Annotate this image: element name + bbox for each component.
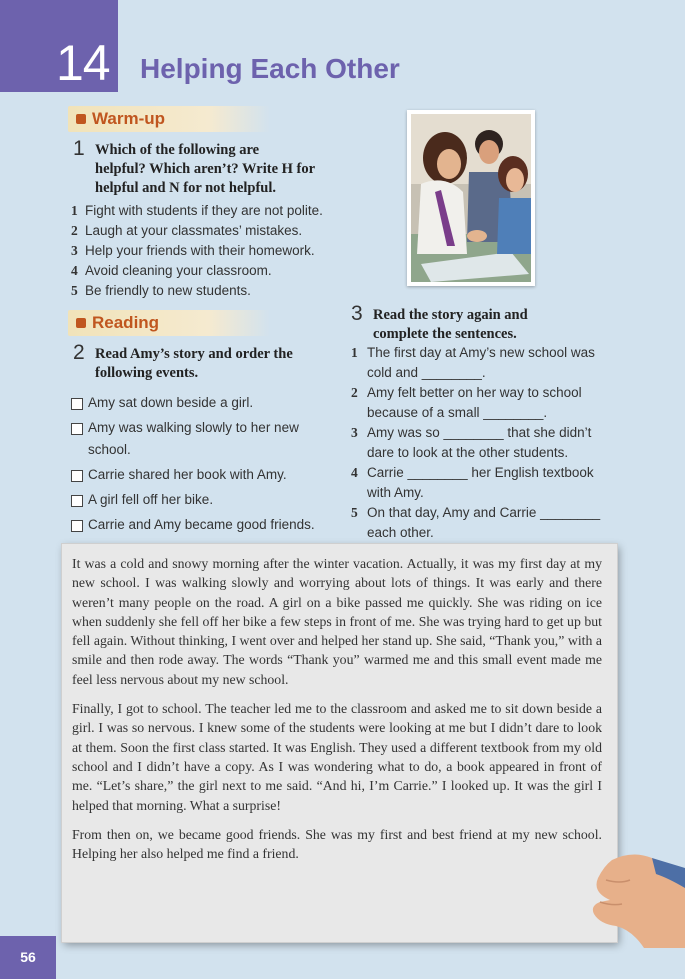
question-line: complete the sentences. [373, 326, 517, 342]
exercise3-list [351, 343, 621, 543]
warmup-heading-text: Warm-up [92, 109, 166, 128]
sentence-item: 5 On that day, Amy and Carrie ________ each other. [351, 505, 601, 540]
story-paragraph: Finally, I got to school. The teacher led me to the classroom and asked me to sit down beside a girl. I was so nervous. I knew some of the students were looking at me but I didn’t dare to look at them. Soon the first class started. It was English. They used a different textbook from my old school and I didn’t have a copy. As I was wondering what to do, a book appeared in front of me. “Let’s share,” the girl next to me said. “And hi, I’m Carrie.” I looked up. It was the girl I helped that morning. What a surprise! [72, 701, 602, 813]
question-line: following events. [95, 365, 199, 381]
section-bullet-icon [76, 318, 86, 328]
list-item: 3 Help your friends with their homework. [71, 243, 315, 258]
reading-heading-text: Reading [92, 313, 160, 332]
story-paragraph: It was a cold and snowy morning after the winter vacation. Actually, it was my first day at my new school. I was walking slowly and worrying about lots of things. It was early and there weren’t many people on the road. A girl on a bike passed me quickly. She was riding on ice when suddenly she fell off her bike a few steps in front of me. She was trying hard to get up but fell again. Without thinking, I went over and helped her stand up. She said, “Thank you,” with a smile and then rode away. The words “Thank you” warmed me and this small event made me feel less nervous about my new school. [72, 556, 602, 687]
event-item-continued: school. [88, 442, 131, 457]
checkbox[interactable] [71, 398, 83, 410]
question-number: 1 [73, 137, 85, 160]
question-line: Which of the following are [95, 142, 260, 158]
sentence-item: 4 Carrie ________ her English textbook with Amy. [351, 465, 594, 500]
story-paragraph: From then on, we became good friends. She was my first and best friend at my new school. Helping her also helped me find a friend. [72, 826, 602, 862]
list-item: 1 Fight with students if they are not polite. [71, 203, 323, 218]
list-item: 4 Avoid cleaning your classroom. [71, 263, 272, 278]
students-photo-illustration [411, 114, 531, 282]
sentence-item: 3 Amy was so ________ that she didn’t dare to look at the other students. [351, 425, 592, 460]
reading-heading [68, 310, 270, 336]
list-item: 2 Laugh at your classmates’ mistakes. [71, 223, 303, 238]
question-2 [73, 341, 353, 383]
event-item: Amy was walking slowly to her new [71, 418, 341, 438]
events-list [71, 393, 341, 540]
warmup-heading [68, 106, 270, 132]
story-paper [62, 544, 617, 942]
hand-illustration [582, 848, 685, 948]
unit-number: 14 [56, 35, 110, 91]
students-photo [407, 110, 535, 286]
question-1 [73, 137, 373, 198]
page-number: 56 [0, 936, 56, 979]
question-line: Read Amy’s story and order the [95, 346, 293, 362]
event-item: Carrie shared her book with Amy. [71, 465, 341, 485]
event-item: A girl fell off her bike. [71, 490, 341, 510]
question-line: helpful? Which aren’t? Write H for [95, 161, 316, 177]
sentence-item: 2 Amy felt better on her way to school because of a small ________. [351, 385, 582, 420]
question-number: 3 [351, 302, 363, 325]
unit-title: Helping Each Other [140, 53, 400, 84]
sentence-item: 1 The first day at Amy’s new school was cold and ________. [351, 345, 595, 380]
warmup-list [71, 201, 371, 301]
event-item: Amy sat down beside a girl. [71, 393, 341, 413]
story-text [72, 554, 602, 873]
question-number: 2 [73, 341, 85, 364]
question-3 [351, 302, 631, 344]
list-item: 5 Be friendly to new students. [71, 283, 251, 298]
question-line: helpful and N for not helpful. [95, 180, 277, 196]
checkbox[interactable] [71, 423, 83, 435]
checkbox[interactable] [71, 495, 83, 507]
section-bullet-icon [76, 114, 86, 124]
question-line: Read the story again and [373, 307, 528, 323]
checkbox[interactable] [71, 520, 83, 532]
event-item: Carrie and Amy became good friends. [71, 515, 341, 535]
checkbox[interactable] [71, 470, 83, 482]
